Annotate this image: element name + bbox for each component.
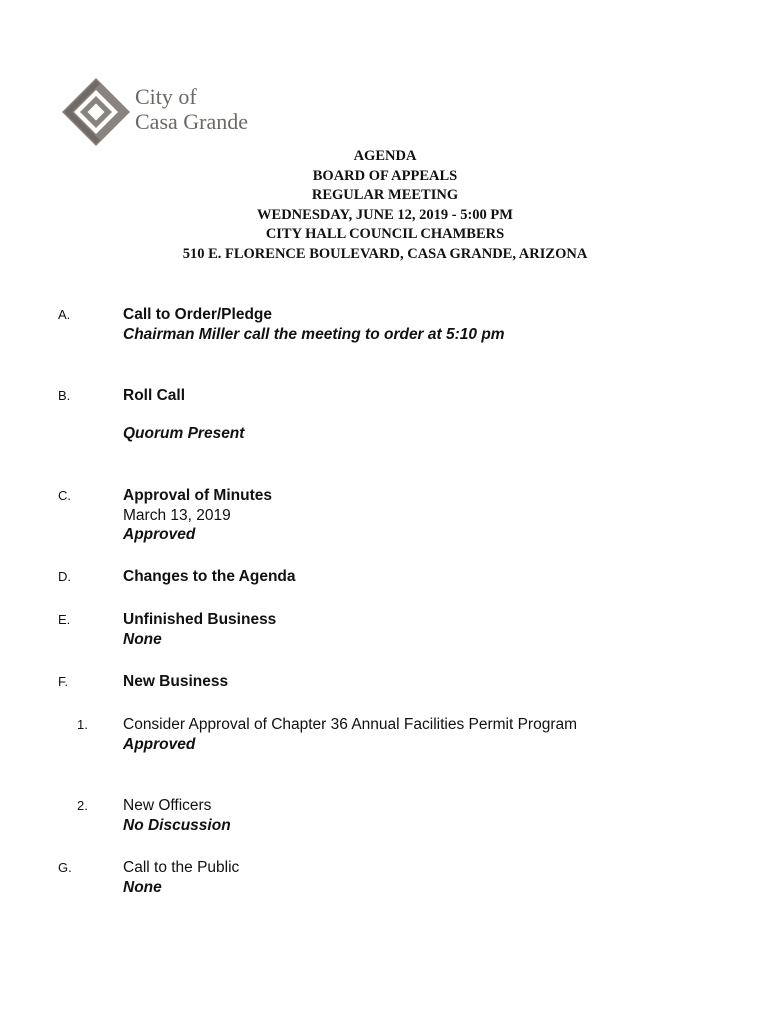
subitem-number: 2.	[77, 798, 88, 813]
subitem-number: 1.	[77, 717, 88, 732]
item-letter: G.	[58, 860, 72, 875]
logo-line-1: City of	[135, 84, 197, 109]
header-line: 510 E. FLORENCE BOULEVARD, CASA GRANDE, ARIZONA	[182, 245, 588, 262]
header-line: REGULAR MEETING	[311, 187, 459, 203]
item-title: Approval of Minutes	[123, 487, 272, 504]
item-note: None	[123, 878, 162, 896]
header-line: AGENDA	[353, 148, 417, 164]
item-title: New Business	[123, 673, 229, 690]
header-line: CITY HALL COUNCIL CHAMBERS	[265, 226, 505, 242]
item-title: Changes to the Agenda	[123, 568, 296, 585]
item-title: Unfinished Business	[123, 611, 277, 628]
logo-line-2: Casa Grande	[135, 109, 249, 134]
item-letter: C.	[58, 488, 71, 503]
item-note: Quorum Present	[123, 424, 245, 442]
item-title: Call to the Public	[123, 859, 240, 876]
subitem-note: No Discussion	[123, 816, 231, 834]
city-logo	[60, 76, 260, 148]
item-letter: E.	[58, 612, 71, 627]
subitem-note: Approved	[123, 735, 196, 753]
item-note: Chairman Miller call the meeting to order at 5:10 pm	[123, 325, 505, 343]
logo-text	[135, 84, 248, 134]
header-line: BOARD OF APPEALS	[312, 167, 458, 184]
header-line: WEDNESDAY, JUNE 12, 2019 - 5:00 PM	[257, 206, 513, 223]
item-letter: F.	[58, 674, 69, 689]
item-note: Approved	[123, 526, 196, 543]
casa-grande-logo-mark	[60, 76, 132, 148]
subitem-title: Consider Approval of Chapter 36 Annual Facilities Permit Program	[123, 716, 578, 733]
subitem-title: New Officers	[123, 797, 212, 814]
item-title: Roll Call	[123, 387, 186, 404]
item-detail: March 13, 2019	[123, 506, 231, 524]
agenda-header	[0, 147, 770, 264]
item-letter: A.	[58, 307, 71, 322]
item-title: Call to Order/Pledge	[123, 306, 273, 323]
item-letter: D.	[58, 569, 71, 584]
item-letter: B.	[58, 388, 71, 403]
item-note: None	[123, 630, 162, 648]
